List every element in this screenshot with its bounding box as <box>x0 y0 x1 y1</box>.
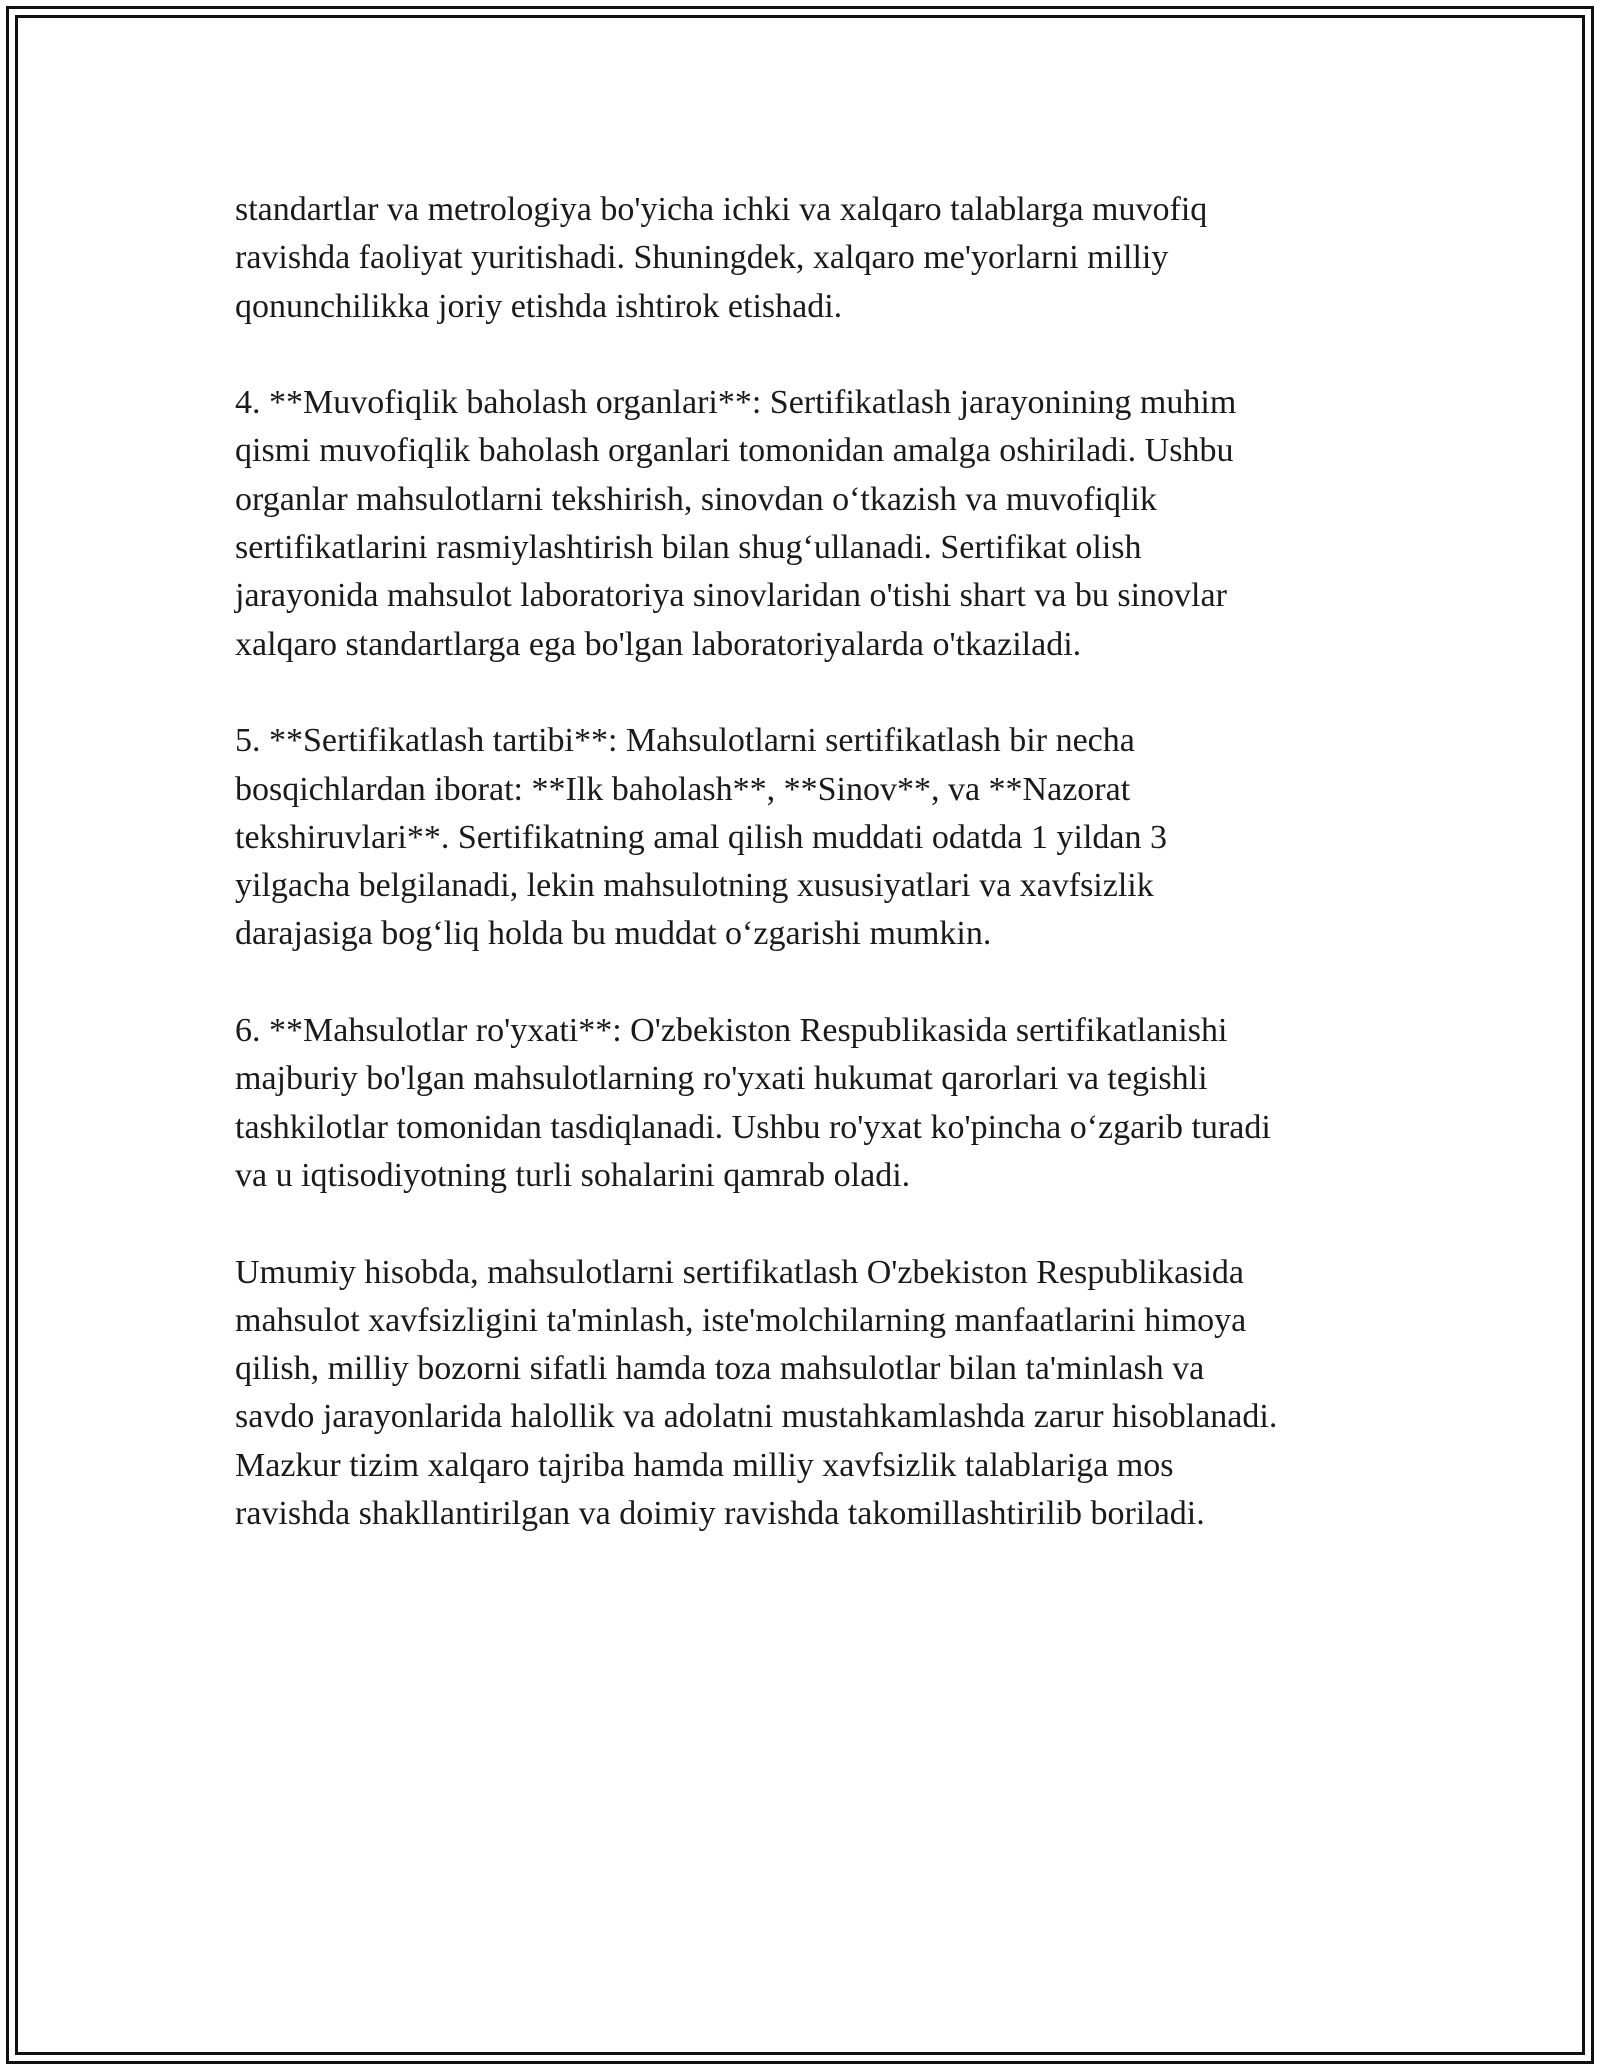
paragraph-product-list: 6. **Mahsulotlar ro'yxati**: O'zbekiston Respublikasida sertifikatlanishi majburiy bo'lgan mahsulotlarning ro'yxati hukumat qarorlari va tegishli tashkilotlar tomonidan tasdiqlanadi. Ushbu ro'yxat ko'pincha o‘zgarib turadi va u iqtisodiyotning turli sohalarini qamrab oladi. <box>235 1012 1271 1194</box>
document-body <box>235 186 1385 1538</box>
paragraph-intro-continuation: standartlar va metrologiya bo'yicha ichki va xalqaro talablarga muvofiq ravishda faoliyat yuritishadi. Shuningdek, xalqaro me'yorlarni milliy qonunchilikka joriy etishda ishtirok etishadi. <box>235 191 1208 325</box>
paragraph-conformity-assessment-bodies: 4. **Muvofiqlik baholash organlari**: Sertifikatlash jarayonining muhim qismi muvofiqlik baholash organlari tomonidan amalga oshiriladi. Ushbu organlar mahsulotlarni tekshirish, sinovdan o‘tkazish va muvofiqlik sertifikatlarini rasmiylashtirish bilan shug‘ullanadi. Sertifikat olish jarayonida mahsulot laboratoriya sinovlaridan o'tishi shart va bu sinovlar xalqaro standartlarga ega bo'lgan laboratoriyalarda o'tkaziladi. <box>235 384 1237 663</box>
paragraph-certification-procedure: 5. **Sertifikatlash tartibi**: Mahsulotlarni sertifikatlash bir necha bosqichlardan iborat: **Ilk baholash**, **Sinov**, va **Nazorat tekshiruvlari**. Sertifikatning amal qilish muddati odatda 1 yildan 3 yilgacha belgilanadi, lekin mahsulotning xususiyatlari va xavfsizlik darajasiga bog‘liq holda bu muddat o‘zgarishi mumkin. <box>235 722 1167 953</box>
paragraph-conclusion: Umumiy hisobda, mahsulotlarni sertifikatlash O'zbekiston Respublikasida mahsulot xavfsizligini ta'minlash, iste'molchilarning manfaatlarini himoya qilish, milliy bozorni sifatli hamda toza mahsulotlar bilan ta'minlash va savdo jarayonlarida halollik va adolatni mustahkamlashda zarur hisoblanadi. Mazkur tizim xalqaro tajriba hamda milliy xavfsizlik talablariga mos ravishda shakllantirilgan va doimiy ravishda takomillashtirilib boriladi. <box>235 1253 1278 1533</box>
